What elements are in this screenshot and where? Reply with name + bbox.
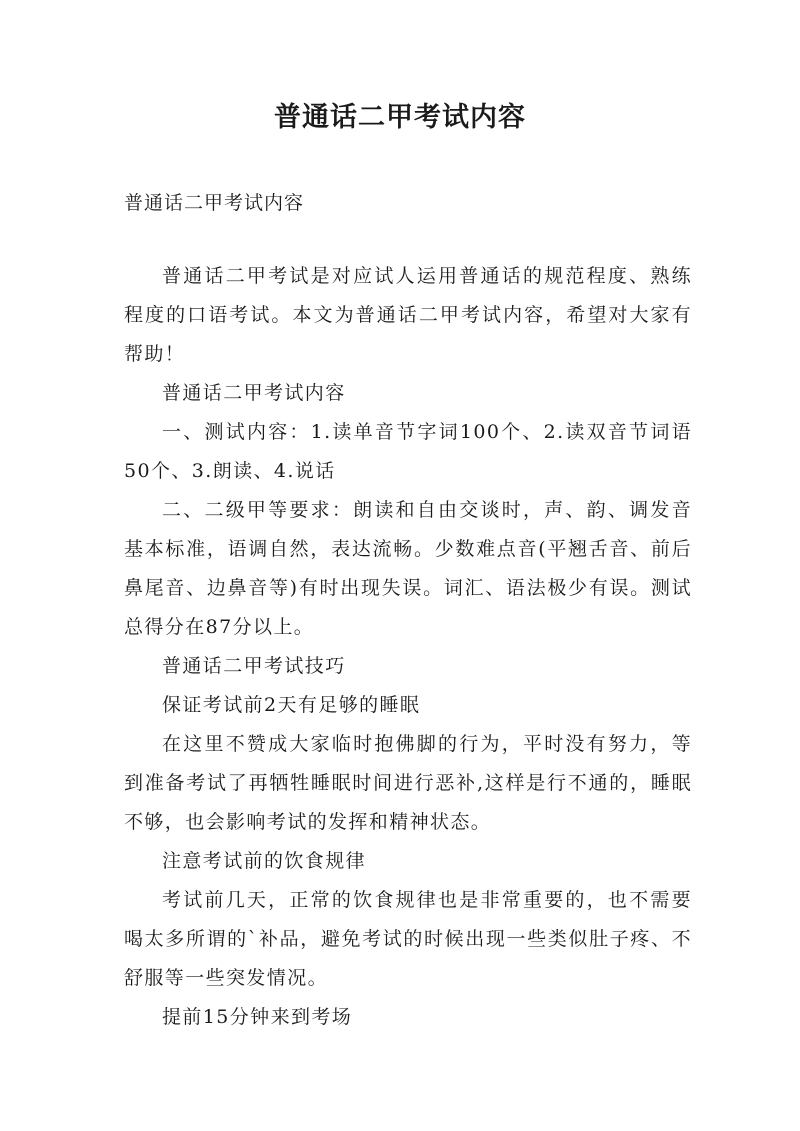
paragraph-test-content: 一、测试内容：1.读单音节字词100个、2.读双音节词语50个、3.朗读、4.说话 [124, 421, 692, 482]
document-subtitle: 普通话二甲考试内容 [124, 192, 305, 214]
tip-heading-arrive-early: 提前15分钟来到考场 [162, 1006, 353, 1028]
paragraph-sleep: 在这里不赞成大家临时抱佛脚的行为，平时没有努力，等到准备考试了再牺牲睡眠时间进行恶补,这样是行不通的，睡眠不够，也会影响考试的发挥和精神状态。 [124, 733, 692, 833]
tip-heading-sleep: 保证考试前2天有足够的睡眠 [162, 694, 421, 716]
paragraph-level-requirements: 二、二级甲等要求：朗读和自由交谈时，声、韵、调发音基本标准，语调自然，表达流畅。少数难点音(平翘舌音、前后鼻尾音、边鼻音等)有时出现失误。词汇、语法极少有误。测试总得分在87分以上。 [124, 499, 692, 638]
paragraph-diet: 考试前几天，正常的饮食规律也是非常重要的，也不需要喝太多所谓的`补品，避免考试的时候出现一些类似肚子疼、不舒服等一些突发情况。 [124, 889, 692, 989]
document-body [124, 257, 692, 1037]
section-heading-content: 普通话二甲考试内容 [162, 382, 346, 404]
tip-heading-diet: 注意考试前的饮食规律 [162, 850, 367, 872]
document-title: 普通话二甲考试内容 [274, 102, 526, 133]
paragraph-intro: 普通话二甲考试是对应试人运用普通话的规范程度、熟练程度的口语考试。本文为普通话二甲考试内容，希望对大家有帮助！ [124, 265, 692, 365]
section-heading-tips: 普通话二甲考试技巧 [162, 655, 346, 677]
